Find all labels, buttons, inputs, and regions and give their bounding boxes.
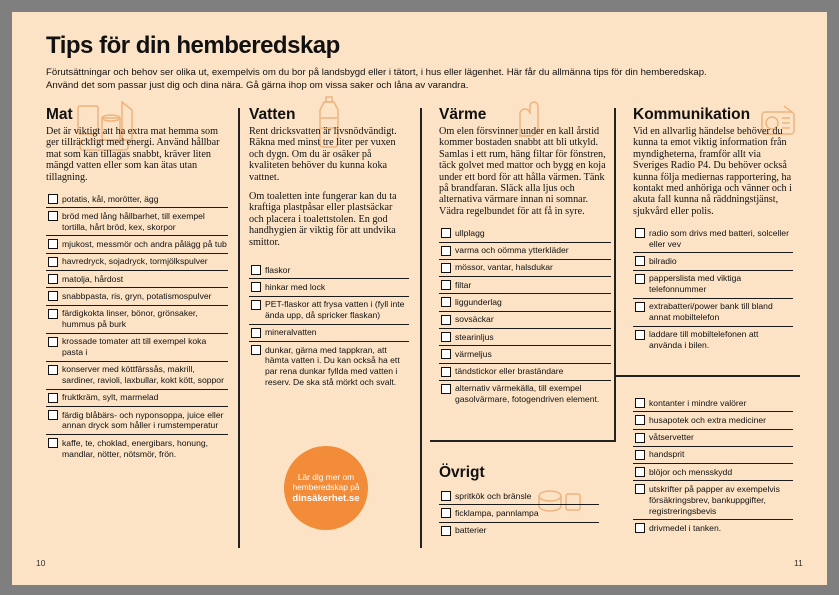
list-item[interactable]: extrabatteri/power bank till bland annat mobiltelefon <box>633 299 793 327</box>
list-item[interactable]: flaskor <box>249 262 409 279</box>
list-item[interactable]: batterier <box>439 523 599 539</box>
checkbox[interactable] <box>251 265 261 275</box>
list-item[interactable]: PET-flaskor att frysa vatten i (fyll inte ända upp, då spricker flaskan) <box>249 297 409 325</box>
checkbox[interactable] <box>48 410 58 420</box>
list-item[interactable]: papperslista med viktiga telefonnummer <box>633 271 793 299</box>
vatten-checklist <box>249 262 409 391</box>
page-number-right: 11 <box>794 558 803 568</box>
checkbox[interactable] <box>441 526 451 536</box>
checkbox[interactable] <box>635 467 645 477</box>
checkbox[interactable] <box>48 337 58 347</box>
column-divider <box>420 108 422 548</box>
checkbox[interactable] <box>441 508 451 518</box>
checkbox[interactable] <box>635 302 645 312</box>
list-item[interactable]: tändstickor eller braständare <box>439 364 611 381</box>
varme-text: Om elen försvinner under en kall årstid kommer bostaden snabbt att bli utkyld. Samlas i ett rum, häng filtar för fönstren, täck golvet med mattor och bygg en koja under ett bord för att hålla värmen. Tänk på brandfaran. Släck alla ljus och alternativa värmare innan ni somnar. Vädra regelbundet för att få in syre. <box>439 126 606 217</box>
list-item[interactable]: mineralvatten <box>249 325 409 342</box>
list-item[interactable]: krossade tomater att till exempel koka pasta i <box>46 334 228 362</box>
list-item[interactable]: husapotek och extra mediciner <box>633 412 793 429</box>
list-item[interactable]: fruktkräm, sylt, marmelad <box>46 390 228 407</box>
ovrigt-section <box>439 464 599 539</box>
checkbox[interactable] <box>635 433 645 443</box>
checkbox[interactable] <box>48 291 58 301</box>
list-item[interactable]: snabbpasta, ris, gryn, potatismospulver <box>46 288 228 305</box>
list-item[interactable]: sovsäckar <box>439 312 611 329</box>
checkbox[interactable] <box>251 282 261 292</box>
list-item[interactable]: hinkar med lock <box>249 279 409 296</box>
promo-line-1: Lär dig mer om <box>297 471 355 482</box>
checkbox[interactable] <box>635 484 645 494</box>
list-item[interactable]: radio som drivs med batteri, solceller eller vev <box>633 225 793 253</box>
checkbox[interactable] <box>441 332 451 342</box>
vatten-heading: Vatten <box>249 106 296 123</box>
checkbox[interactable] <box>635 256 645 266</box>
promo-line-2: hemberedskap på <box>292 482 360 493</box>
checkbox[interactable] <box>635 415 645 425</box>
list-item[interactable]: konserver med köttfärssås, makrill, sardiner, ravioli, laxbullar, kokt kött, soppor <box>46 362 228 390</box>
list-item[interactable]: bröd med lång hållbarhet, till exempel tortilla, hårt bröd, kex, skorpor <box>46 208 228 236</box>
list-item[interactable]: spritkök och bränsle <box>439 488 599 505</box>
list-item[interactable]: mössor, vantar, halsdukar <box>439 260 611 277</box>
list-item[interactable]: dunkar, gärna med tappkran, att hämta vatten i. Du kan också ha ett par rena dunkar fyllda med vatten i reserv. De ska stå mörkt och svalt. <box>249 342 409 391</box>
column-divider <box>238 108 240 548</box>
list-item[interactable]: stearinljus <box>439 329 611 346</box>
checkbox[interactable] <box>48 239 58 249</box>
checkbox[interactable] <box>48 274 58 284</box>
varme-heading: Värme <box>439 106 487 123</box>
promo-badge[interactable] <box>284 446 368 530</box>
checkbox[interactable] <box>251 345 261 355</box>
list-item[interactable]: värmeljus <box>439 346 611 363</box>
checkbox[interactable] <box>251 328 261 338</box>
list-item[interactable]: filtar <box>439 277 611 294</box>
kommunikation-checklist <box>633 225 793 354</box>
list-item[interactable]: bilradio <box>633 253 793 270</box>
checkbox[interactable] <box>48 309 58 319</box>
list-item[interactable]: liggunderlag <box>439 294 611 311</box>
page-number-left: 10 <box>36 558 46 568</box>
section-divider <box>430 440 616 442</box>
list-item[interactable]: varma och oömma ytterkläder <box>439 243 611 260</box>
mat-section <box>46 106 228 462</box>
intro-text <box>46 67 806 92</box>
section-divider <box>616 375 800 377</box>
checkbox[interactable] <box>635 274 645 284</box>
checkbox[interactable] <box>48 211 58 221</box>
mat-heading: Mat <box>46 106 73 123</box>
promo-link[interactable]: dinsäkerhet.se <box>292 492 360 504</box>
section-divider-vertical <box>614 108 616 442</box>
list-item[interactable]: ficklampa, pannlampa <box>439 505 599 522</box>
list-item[interactable]: laddare till mobiltelefonen att använda i bilen. <box>633 327 793 354</box>
list-item[interactable]: matolja, hårdost <box>46 271 228 288</box>
kommunikation-text: Vid en allvarlig händelse behöver du kunna ta emot viktig information från myndigheterna, framför allt via Sveriges Radio P4. Du behöver också kunna följa mediernas rapportering, ha kontakt med anhöriga och vänner och i akuta fall kunna nå räddningstjänst, sjukvård eller polis. <box>633 126 792 217</box>
checkbox[interactable] <box>441 349 451 359</box>
checkbox[interactable] <box>441 246 451 256</box>
checkbox[interactable] <box>441 384 451 394</box>
ovrigt-extra-checklist <box>633 395 793 537</box>
checkbox[interactable] <box>48 438 58 448</box>
list-item[interactable]: kontanter i mindre valörer <box>633 395 793 412</box>
checkbox[interactable] <box>635 330 645 340</box>
list-item[interactable]: mjukost, messmör och andra pålägg på tub <box>46 236 228 253</box>
checkbox[interactable] <box>251 300 261 310</box>
intro-line-2: Använd det som passar just dig och dina nära. Gå gärna ihop om vissa saker och låna av varandra. <box>46 79 469 91</box>
list-item[interactable]: färdigkokta linser, bönor, grönsaker, hummus på burk <box>46 306 228 334</box>
list-item[interactable]: alternativ värmekälla, till exempel gasolvärmare, fotogendriven element. <box>439 381 611 408</box>
checkbox[interactable] <box>48 257 58 267</box>
vatten-section <box>249 106 409 391</box>
checkbox[interactable] <box>48 365 58 375</box>
list-item[interactable]: våtservetter <box>633 430 793 447</box>
kommunikation-heading: Kommunikation <box>633 106 751 123</box>
mat-checklist <box>46 191 228 462</box>
checkbox[interactable] <box>441 367 451 377</box>
checkbox[interactable] <box>441 280 451 290</box>
intro-line-1: Förutsättningar och behov ser olika ut, exempelvis om du bor på landsbygd eller i tätort, i hus eller lägenhet. Här får du allmänna tips för din hemberedskap. <box>46 67 707 78</box>
checkbox[interactable] <box>441 263 451 273</box>
ovrigt-extra-section <box>633 395 793 537</box>
spread-page <box>12 12 827 585</box>
list-item[interactable]: blöjor och mensskydd <box>633 464 793 481</box>
kommunikation-section <box>633 106 793 354</box>
checkbox[interactable] <box>48 194 58 204</box>
checkbox[interactable] <box>48 393 58 403</box>
ovrigt-checklist <box>439 488 599 539</box>
mat-text: Det är viktigt att ha extra mat hemma som ger tillräckligt med energi. Använd hållbar mat som kan tillagas snabbt, kräver liten mängd vatten eller som kan ätas utan tillagning. <box>46 126 220 183</box>
varme-checklist <box>439 225 611 408</box>
list-item[interactable]: handsprit <box>633 447 793 464</box>
checkbox[interactable] <box>635 398 645 408</box>
list-item[interactable]: färdig blåbärs- och nyponsoppa, juice eller annan dryck som håller i rumstemperatur <box>46 407 228 435</box>
checkbox[interactable] <box>441 228 451 238</box>
list-item[interactable]: drivmedel i tanken. <box>633 520 793 536</box>
list-item[interactable]: utskrifter på papper av exempelvis försäkringsbrev, bankuppgifter, registreringsbevis <box>633 481 793 520</box>
checkbox[interactable] <box>441 297 451 307</box>
vatten-text: Rent dricksvatten är livsnödvändigt. Räkna med minst tre liter per vuxen och dygn. Om du är osäker på kvaliteten behöver du kunna koka vattnet. Om toaletten inte fungerar kan du ta kraftiga plastpåsar eller plastsäckar och placera i toalettstolen. En god handhygien är viktig för att undvika smittor. <box>249 126 397 248</box>
checkbox[interactable] <box>635 523 645 533</box>
checkbox[interactable] <box>441 491 451 501</box>
page-title: Tips för din hemberedskap <box>46 32 340 59</box>
list-item[interactable]: ullplagg <box>439 225 611 242</box>
varme-section <box>439 106 611 408</box>
list-item[interactable]: kaffe, te, choklad, energibars, honung, mandlar, nötter, nötsmör, frön. <box>46 435 228 462</box>
ovrigt-heading: Övrigt <box>439 464 485 481</box>
list-item[interactable]: potatis, kål, morötter, ägg <box>46 191 228 208</box>
list-item[interactable]: havredryck, sojadryck, tormjölkspulver <box>46 254 228 271</box>
checkbox[interactable] <box>441 315 451 325</box>
checkbox[interactable] <box>635 450 645 460</box>
checkbox[interactable] <box>635 228 645 238</box>
